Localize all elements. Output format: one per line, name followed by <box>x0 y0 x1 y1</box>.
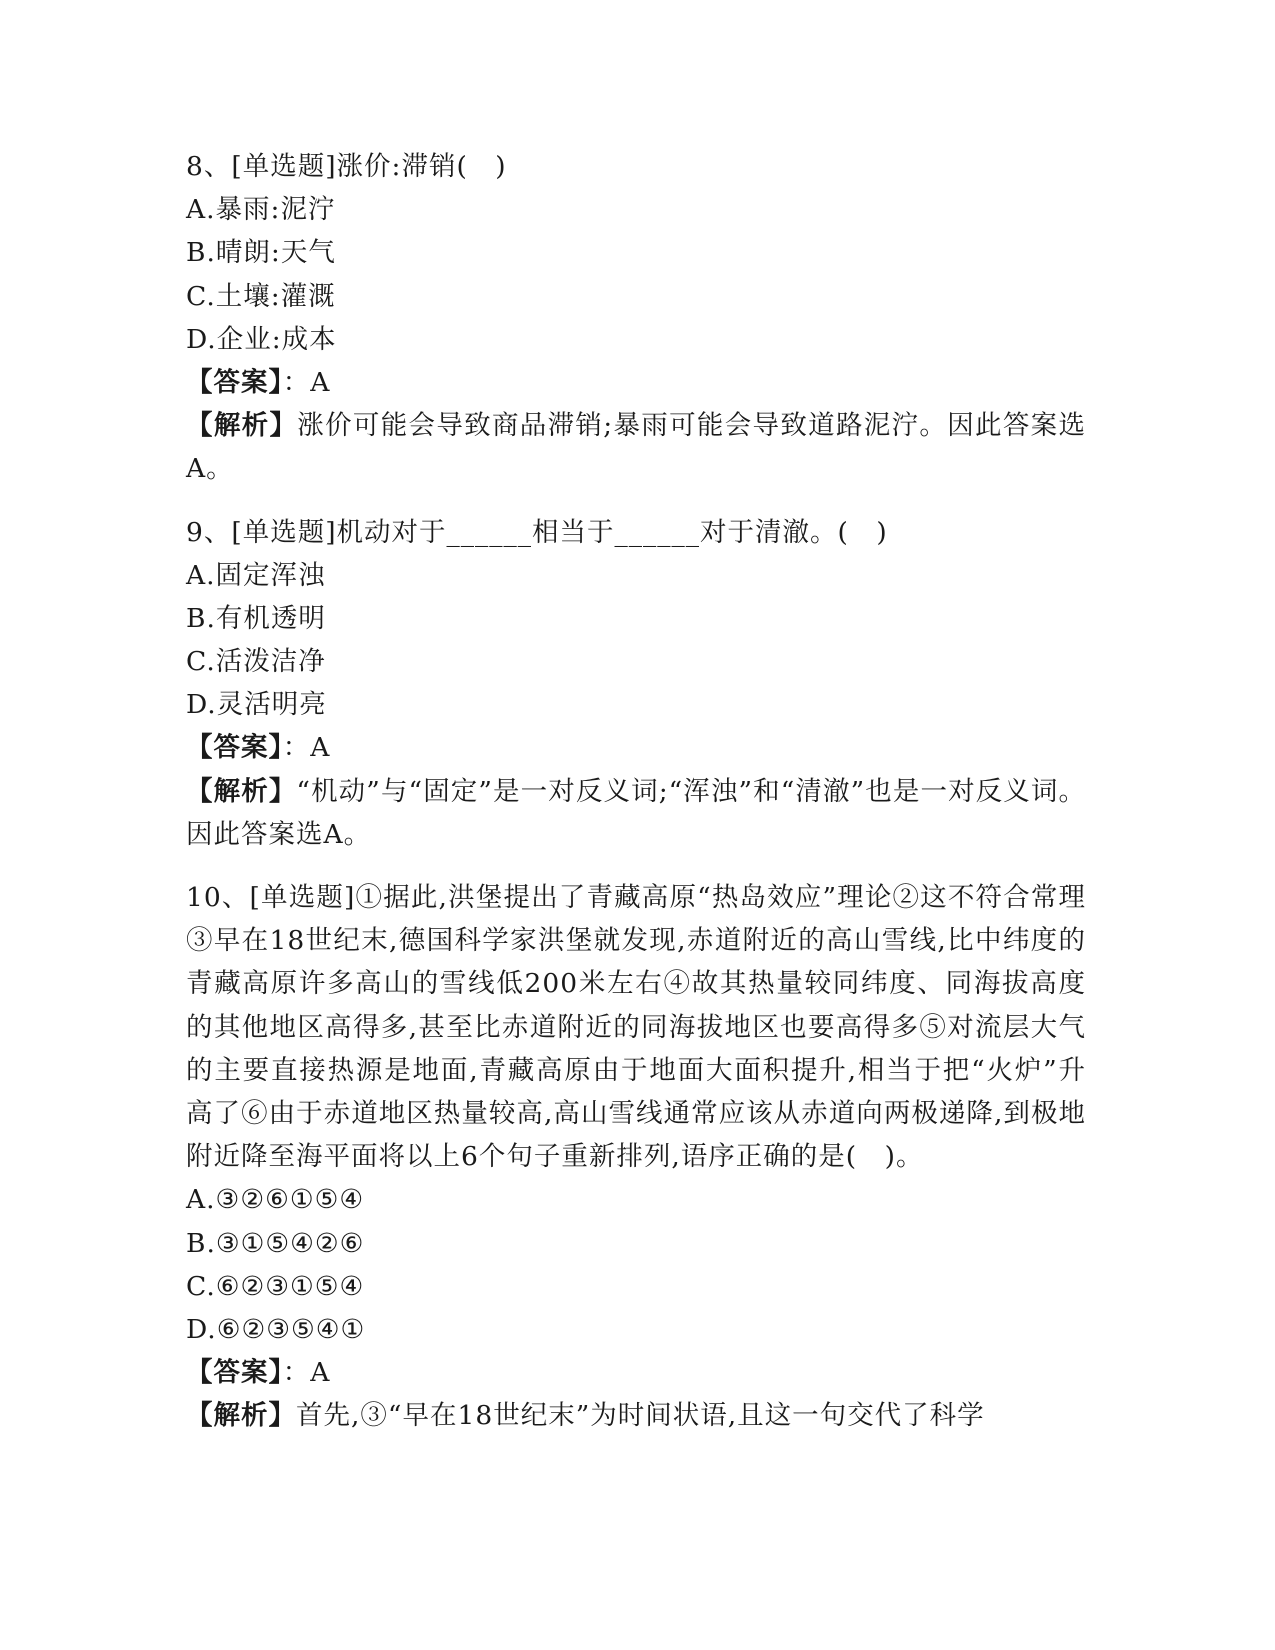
question-stem: 8、[单选题]涨价:滞销( ) <box>186 151 507 182</box>
analysis-paragraph <box>186 1394 1086 1437</box>
answer-line <box>186 726 1086 769</box>
analysis-text: 涨价可能会导致商品滞销;暴雨可能会导致道路泥泞。因此答案选A。 <box>186 410 1086 485</box>
analysis-text: “机动”与“固定”是一对反义词;“浑浊”和“清澈”也是一对反义词。因此答案选A。 <box>186 775 1086 850</box>
option-b: B.③①⑤④②⑥ <box>186 1227 365 1259</box>
analysis-paragraph <box>186 770 1086 856</box>
answer-value: ：A <box>282 732 331 764</box>
spacer <box>186 856 1086 876</box>
option-d: D.灵活明亮 <box>186 689 327 721</box>
analysis-label: 【解析】 <box>186 775 297 807</box>
option-a: A.暴雨:泥泞 <box>186 194 336 226</box>
analysis-label: 【解析】 <box>186 410 298 442</box>
question-10 <box>186 876 1086 1438</box>
answer-line <box>186 1351 1086 1394</box>
answer-label: 【答案】 <box>186 732 283 764</box>
option-a: A.固定浑浊 <box>186 559 326 591</box>
option-c: C.活泼洁净 <box>186 646 326 678</box>
question-8 <box>186 145 1086 491</box>
question-9 <box>186 511 1086 857</box>
option-d: D.企业:成本 <box>186 323 337 355</box>
spacer <box>186 491 1086 511</box>
option-c: C.土壤:灌溉 <box>186 280 336 312</box>
answer-value: ：A <box>282 1357 331 1389</box>
document-page <box>186 145 1086 1438</box>
option-c: C.⑥②③①⑤④ <box>186 1270 365 1302</box>
answer-label: 【答案】 <box>186 1357 283 1389</box>
option-a: A.③②⑥①⑤④ <box>186 1184 365 1216</box>
question-stem: 10、[单选题]①据此,洪堡提出了青藏高原“热岛效应”理论②这不符合常理③早在18世纪末,德国科学家洪堡就发现,赤道附近的高山雪线,比中纬度的青藏高原许多高山的雪线低200米左右④故其热量较同纬度、同海拔高度的其他地区高得多,甚至比赤道附近的同海拔地区也要高得多⑤对流层大气的主要直接热源是地面,青藏高原由于地面大面积提升,相当于把“火炉”升高了⑥由于赤道地区热量较高,高山雪线通常应该从赤道向两极递降,到极地附近降至海平面将以上6个句子重新排列,语序正确的是( )。 <box>186 882 1086 1173</box>
option-b: B.有机透明 <box>186 602 326 634</box>
analysis-label: 【解析】 <box>186 1400 296 1432</box>
answer-label: 【答案】 <box>186 366 283 398</box>
answer-value: ：A <box>282 366 331 398</box>
analysis-paragraph <box>186 404 1086 490</box>
option-d: D.⑥②③⑤④① <box>186 1314 366 1346</box>
answer-line <box>186 361 1086 404</box>
option-b: B.晴朗:天气 <box>186 237 336 269</box>
question-stem: 9、[单选题]机动对于______相当于______对于清澈。( ) <box>186 516 888 548</box>
analysis-text: 首先,③“早在18世纪末”为时间状语,且这一句交代了科学 <box>296 1400 985 1432</box>
